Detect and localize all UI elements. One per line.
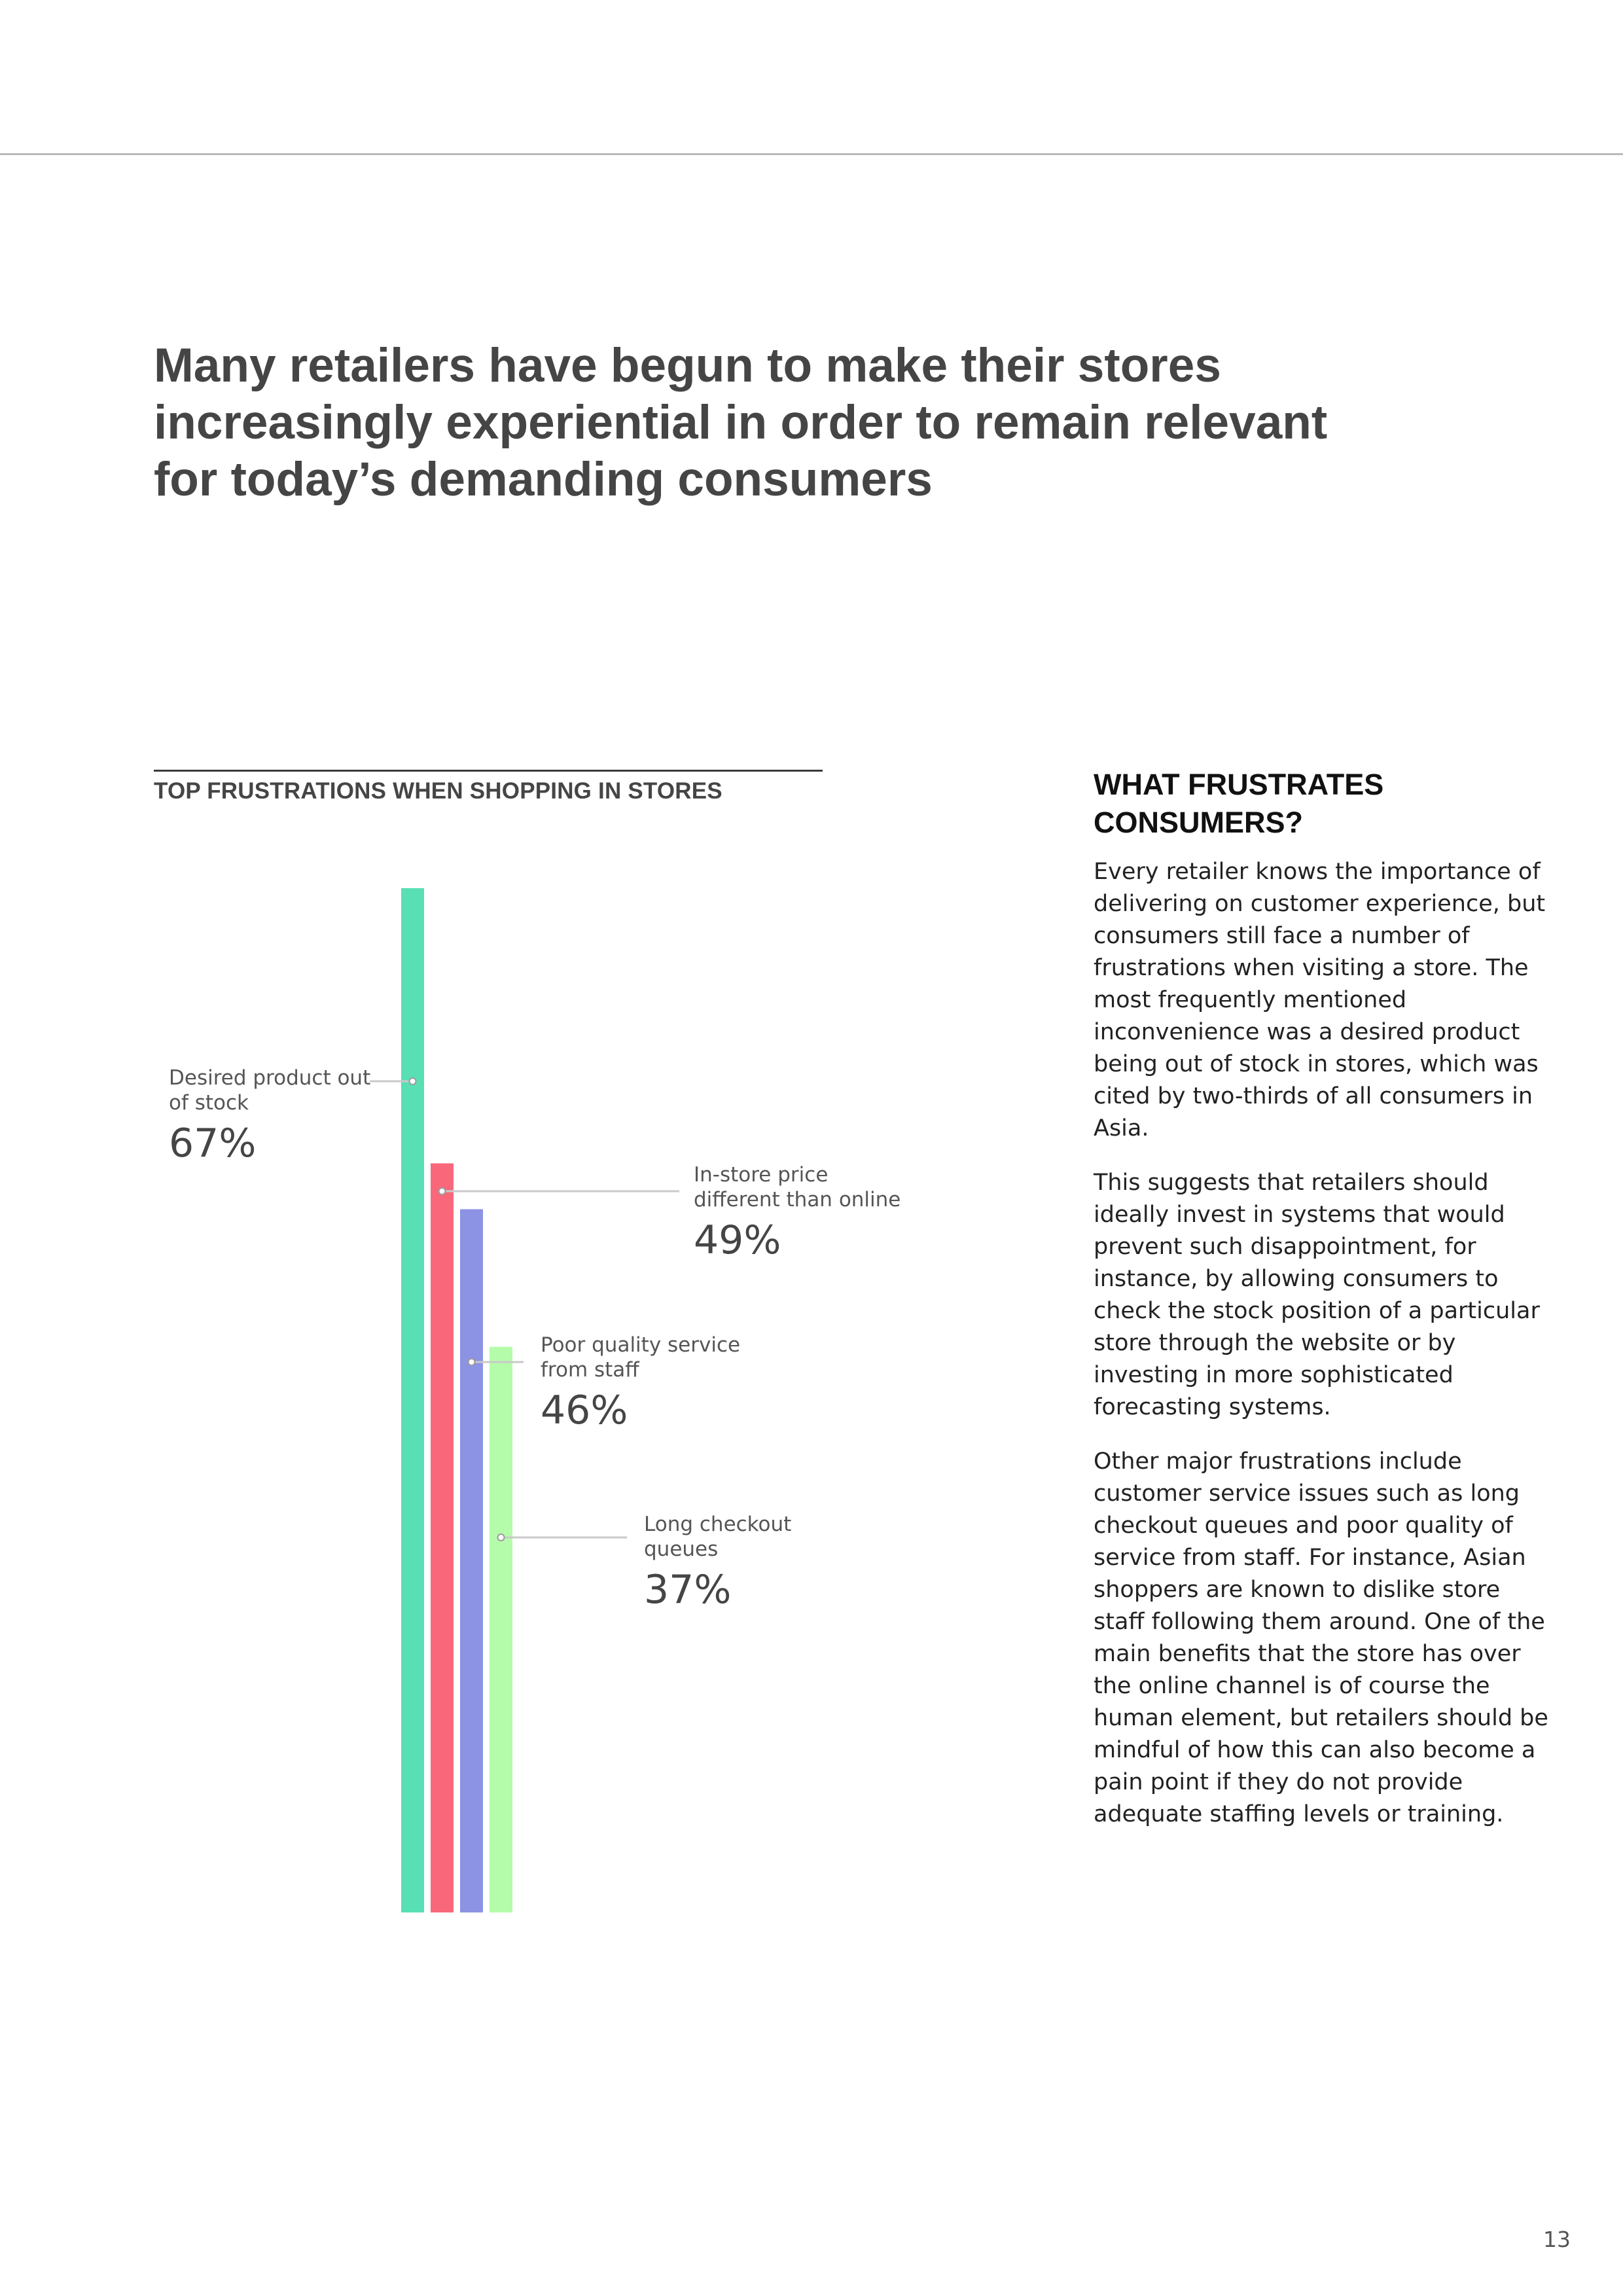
page-number: 13 — [1543, 2227, 1571, 2252]
callout-price-difference — [694, 1162, 969, 1263]
category-label: Poor quality service from staff — [541, 1333, 741, 1382]
leader-dot-price-difference — [439, 1188, 446, 1194]
category-label: In-store price different than online — [694, 1163, 901, 1211]
sidebar-paragraph: This suggests that retailers should ideally invest in systems that would prevent such disappointment, for instance, by allowing consumers to check the stock position of a particular store through the website or by investing in more sophisticated forecasting systems. — [1094, 1170, 1540, 1420]
bar-checkout-queues — [490, 1347, 512, 1912]
page-headline: Many retailers have begun to make their stores increasingly experiential in order to remain relevant for today’s demanding consumers — [154, 339, 1328, 506]
category-label: Long checkout queues — [644, 1513, 792, 1561]
category-label: Desired product out of stock — [169, 1066, 371, 1115]
sidebar-heading: WHAT FRUSTRATES CONSUMERS? — [1094, 768, 1384, 839]
leader-dot-poor-service — [469, 1359, 475, 1365]
callout-out-of-stock — [169, 1066, 444, 1166]
value-label: 37% — [644, 1567, 732, 1613]
leader-dot-checkout-queues — [498, 1534, 505, 1541]
bar-poor-service — [460, 1210, 483, 1912]
callout-checkout-queues — [644, 1512, 919, 1613]
sidebar-article — [1094, 766, 1552, 1853]
chart-title: TOP FRUSTRATIONS WHEN SHOPPING IN STORES — [154, 778, 722, 804]
bars-layer — [401, 888, 512, 1912]
value-label: 46% — [541, 1388, 628, 1433]
bar-price-difference — [431, 1163, 454, 1912]
callout-poor-service — [541, 1333, 815, 1433]
value-label: 49% — [694, 1217, 781, 1263]
value-label: 67% — [169, 1121, 257, 1166]
sidebar-paragraph: Other major frustrations include customer service issues such as long checkout queues and poor quality of service from staff. For instance, Asian shoppers are known to dislike store staff following them around. One of the main benefits that the store has over the online channel is of course the human element, but retailers should be mindful of how this can also become a pain point if they do not provide adequate staffing levels or training. — [1094, 1448, 1548, 1827]
sidebar-paragraph: Every retailer knows the importance of delivering on customer experience, but consumers still face a number of frustrations when visiting a store. The most frequently mentioned inconvenience was a desired product being out of stock in stores, which was cited by two-thirds of all consumers in Asia. — [1094, 859, 1546, 1141]
bar-out-of-stock — [401, 888, 424, 1912]
